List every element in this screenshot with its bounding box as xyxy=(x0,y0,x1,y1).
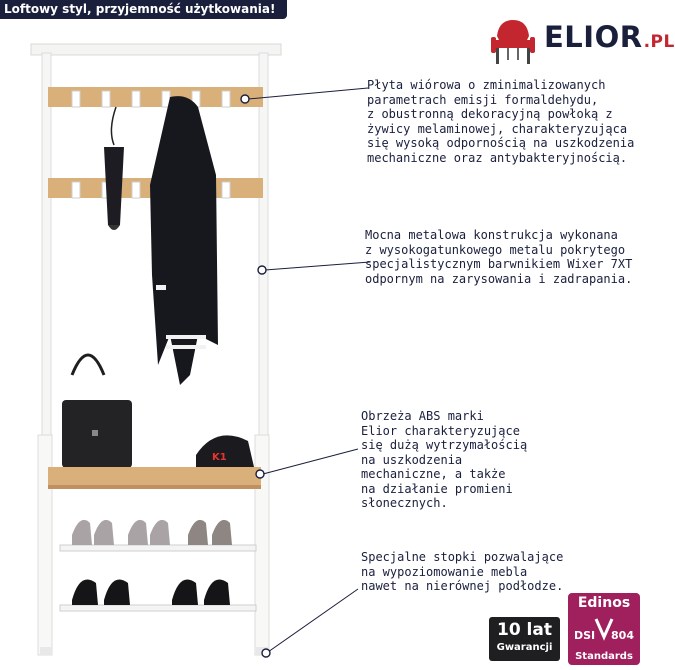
cert-left: DSI xyxy=(574,629,596,642)
warranty-years: 10 lat xyxy=(496,620,552,640)
description-leveling-feet: Specjalne stopki pozwalające na wypoziomowanie mebla nawet na nierównej podłodze. xyxy=(361,550,564,593)
warranty-badge xyxy=(489,617,560,661)
edinos-certificate-badge xyxy=(568,593,640,665)
description-metal-frame: Mocna metalowa konstrukcja wykonana z wysokogatunkowego metalu pokrytego specjalistycznym barwnikiem Wixer 7XT odpornym na zarysowania i zadrapania. xyxy=(365,228,633,286)
warranty-label: Gwarancji xyxy=(496,642,553,653)
coat-rack-product-image xyxy=(20,35,350,667)
cap-logo: K1 xyxy=(212,452,227,463)
brand-tld: .PL xyxy=(643,32,675,52)
brand-name: ELIOR xyxy=(544,20,643,54)
cert-code: 804 xyxy=(611,629,634,642)
cert-label: Standards xyxy=(575,651,633,662)
brand-logo[interactable] xyxy=(544,20,675,54)
description-chipboard: Płyta wiórowa o zminimalizowanych parametrach emisji formaldehydu, z obustronną dekoracyjną powłoką z żywicy melaminowej, charakteryzująca się wysoką odpornością na uszkodzenia mechaniczne oraz antybakteryjnością. xyxy=(367,78,635,165)
header-banner: Loftowy styl, przyjemność użytkowania! xyxy=(0,0,287,19)
description-abs-edges: Obrzeża ABS marki Elior charakteryzujące się dużą wytrzymałością na uszkodzenia mechaniczne, a także na działanie promieni słonecznych. xyxy=(361,409,528,510)
cert-brand: Edinos xyxy=(577,595,631,611)
